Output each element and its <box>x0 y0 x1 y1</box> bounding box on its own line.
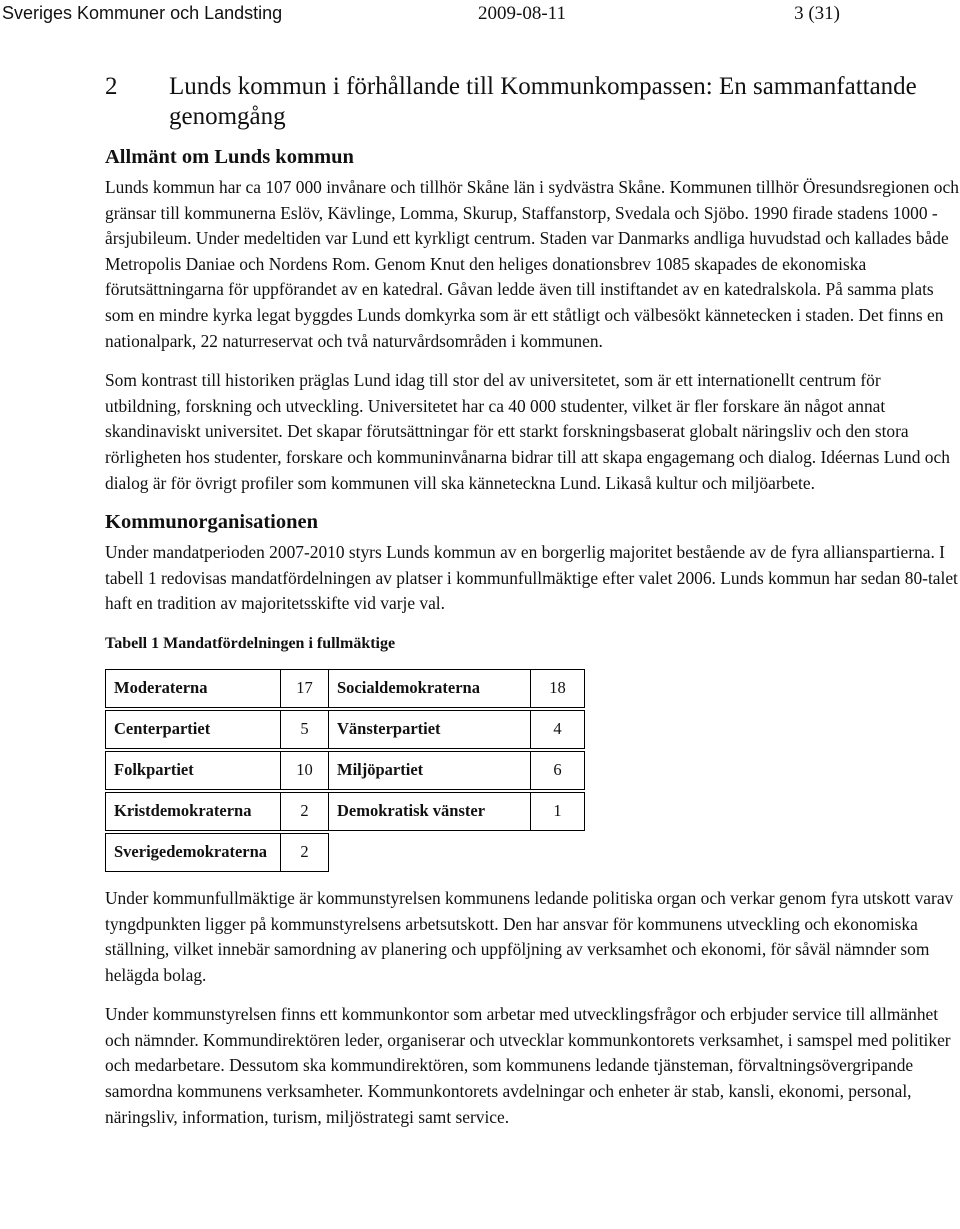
mandate-table <box>105 669 585 872</box>
section-heading-general: Allmänt om Lunds kommun <box>105 146 354 168</box>
seat-count: 6 <box>531 751 585 789</box>
party-name: Socialdemokraterna <box>329 669 531 707</box>
chapter-number: 2 <box>105 73 118 100</box>
party-name: Vänsterpartiet <box>329 710 531 748</box>
seat-count: 17 <box>281 669 329 707</box>
seat-count: 2 <box>281 833 329 871</box>
table-caption: Tabell 1 Mandatfördelningen i fullmäktige <box>105 634 396 652</box>
party-name: Sverigedemokraterna <box>106 833 281 871</box>
paragraph-municipal-office: Under kommunstyrelsen finns ett kommunkontor som arbetar med utvecklingsfrågor och erbjuder service till allmänhet och nämnder. Kommundirektören leder, organiserar och utvecklar kommunkontorets verksamhet, i samspel med politiker och medarbetare. Dessutom ska kommundirektören, som kommunens ledande tjänsteman, förvaltningsövergripande samordna kommunens verksamheter. Kommunkontorets avdelningar och enheter är stab, kansli, ekonomi, personal, näringsliv, information, turism, miljöstrategi samt service. <box>105 1004 951 1127</box>
table-row <box>106 833 585 871</box>
document-body <box>105 72 960 1139</box>
seat-count: 10 <box>281 751 329 789</box>
party-name: Demokratisk vänster <box>329 792 531 830</box>
party-name: Centerpartiet <box>106 710 281 748</box>
empty-cell <box>329 833 531 871</box>
page-header <box>0 0 960 30</box>
table-row <box>106 751 585 789</box>
table-row <box>106 710 585 748</box>
party-name: Miljöpartiet <box>329 751 531 789</box>
seat-count: 2 <box>281 792 329 830</box>
party-name: Kristdemokraterna <box>106 792 281 830</box>
paragraph-university: Som kontrast till historiken präglas Lund idag till stor del av universitetet, som är ett internationellt centrum för utbildning, forskning och utveckling. Universitetet har ca 40 000 studenter, vilket är fler forskare än något annat skandinaviskt universitet. Det skapar förutsättningar för ett starkt forskningsbaserat globalt näringsliv och den stora rörligheten hos studenter, forskare och kommuninvånarna bidrar till att skapa engagemang och dialog. Idéernas Lund och dialog är för övrigt profiler som kommunen vill ska känneteckna Lund. Likaså kultur och miljöarbete. <box>105 370 950 493</box>
seat-count: 1 <box>531 792 585 830</box>
empty-cell <box>531 833 585 871</box>
seat-count: 4 <box>531 710 585 748</box>
section-heading-organization: Kommunorganisationen <box>105 511 318 534</box>
header-organization: Sveriges Kommuner och Landsting <box>2 3 283 23</box>
header-page-number: 3 (31) <box>794 3 840 24</box>
paragraph-history: Lunds kommun har ca 107 000 invånare och tillhör Skåne län i sydvästra Skåne. Kommunen tillhör Öresundsregionen och gränsar till kommunerna Eslöv, Kävlinge, Lomma, Skurup, Staffanstorp, Svedala och Sjöbo. 1990 firade stadens 1000 - årsjubileum. Under medeltiden var Lund ett kyrkligt centrum. Staden var Danmarks andliga huvudstad och kallades både Metropolis Daniae och Nordens Rom. Genom Knut den heliges donationsbrev 1085 skapades de ekonomiska förutsättningarna för uppförandet av en katedral. Gåvan ledde även till instiftandet av en katedralskola. På samma plats som en mindre kyrka legat byggdes Lunds domkyrka som är ett ståtligt och välbesökt kännetecken i staden. Det finns en nationalpark, 22 naturreservat och två naturvårdsområden i kommunen. <box>105 177 959 351</box>
chapter-title: Lunds kommun i förhållande till Kommunkompassen: En sammanfattande genomgång <box>169 73 917 130</box>
party-name: Folkpartiet <box>106 751 281 789</box>
party-name: Moderaterna <box>106 669 281 707</box>
seat-count: 5 <box>281 710 329 748</box>
table-row <box>106 792 585 830</box>
table-row <box>106 669 585 707</box>
paragraph-municipal-board: Under kommunfullmäktige är kommunstyrelsen kommunens ledande politiska organ och verkar genom fyra utskott varav tyngdpunkten ligger på kommunstyrelsens arbetsutskott. Den har ansvar för kommunens utveckling och ekonomiska ställning, vilket innebär samordning av planering och uppföljning av verksamhet och ekonomi, för såväl nämnder som helägda bolag. <box>105 887 954 985</box>
paragraph-majority: Under mandatperioden 2007-2010 styrs Lunds kommun av en borgerlig majoritet bestående av de fyra allianspartierna. I tabell 1 redovisas mandatfördelningen av platser i kommunfullmäktige efter valet 2006. Lunds kommun har sedan 80-talet haft en tradition av majoritetsskifte vid varje val. <box>105 542 958 614</box>
chapter-heading <box>105 72 960 132</box>
seat-count: 18 <box>531 669 585 707</box>
header-date: 2009-08-11 <box>478 3 566 24</box>
